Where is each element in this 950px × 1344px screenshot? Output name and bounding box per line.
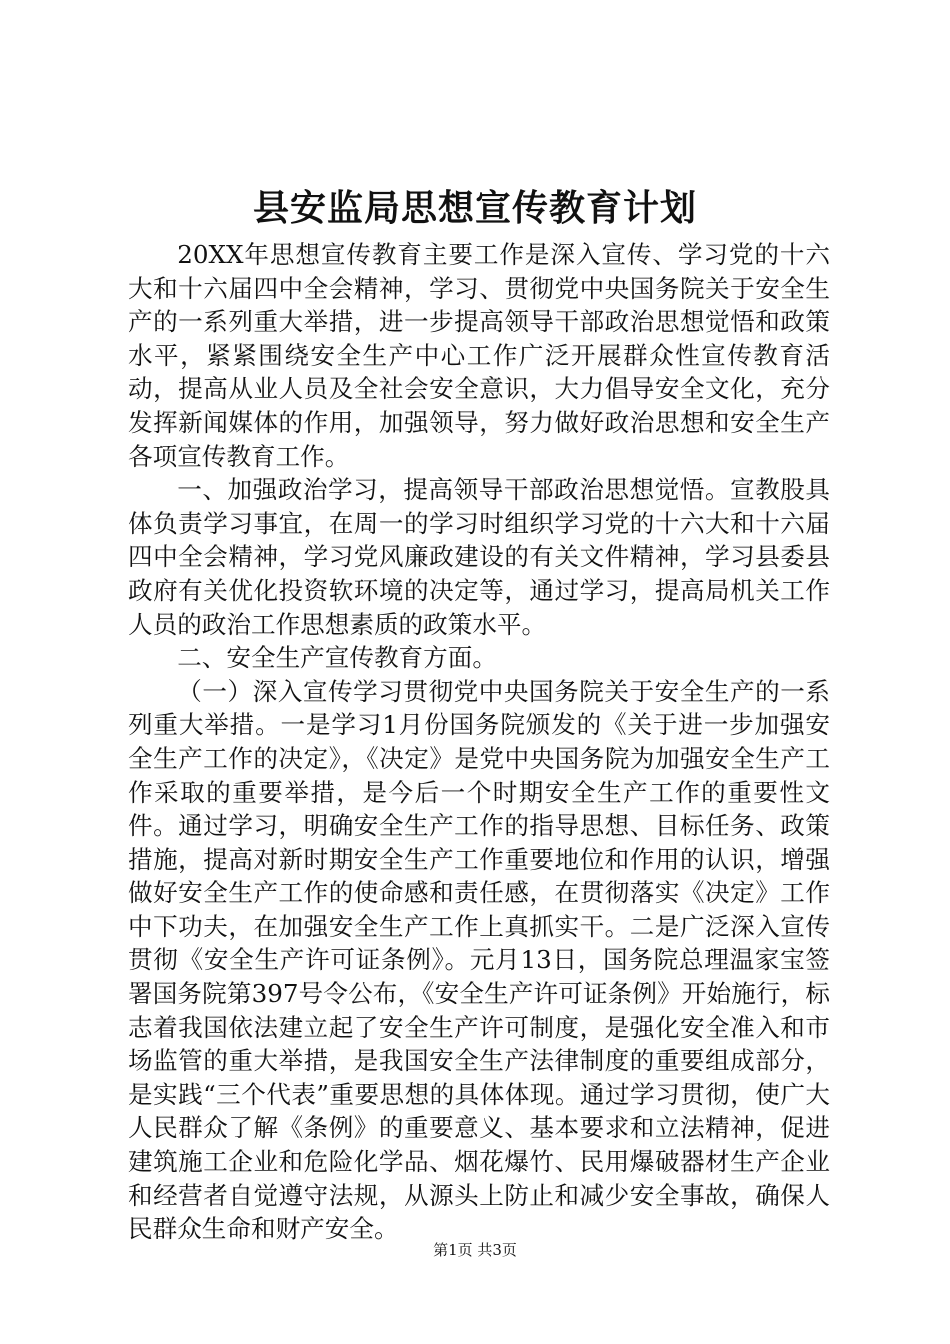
paragraph-section-2-heading: 二、安全生产宣传教育方面。 xyxy=(177,643,497,673)
paragraph-section-1: 一、加强政治学习，提高领导干部政治思想觉悟。宣教股具体负责学习事宜，在周一的学习时组织学习党的十六大和十六届四中全会精神，学习党风廉政建设的有关文件精神，学习县委县政府有关优化投资软环境的决定等，通过学习，提高局机关工作人员的政治工作思想素质的政策水平。 xyxy=(128,475,830,639)
document-body xyxy=(128,238,830,1246)
paragraph-intro: 20XX年思想宣传教育主要工作是深入宣传、学习党的十六大和十六届四中全会精神，学习、贯彻党中央国务院关于安全生产的一系列重大举措，进一步提高领导干部政治思想觉悟和政策水平，紧紧围绕安全生产中心工作广泛开展群众性宣传教育活动，提高从业人员及全社会安全意识，大力倡导安全文化，充分发挥新闻媒体的作用，加强领导，努力做好政治思想和安全生产各项宣传教育工作。 xyxy=(128,240,830,471)
paragraph-section-2-1: （一）深入宣传学习贯彻党中央国务院关于安全生产的一系列重大举措。一是学习1月份国务院颁发的《关于进一步加强安全生产工作的决定》，《决定》是党中央国务院为加强安全生产工作采取的重要举措，是今后一个时期安全生产工作的重要性文件。通过学习，明确安全生产工作的指导思想、目标任务、政策措施，提高对新时期安全生产工作重要地位和作用的认识，增强做好安全生产工作的使命感和责任感，在贯彻落实《决定》工作中下功夫，在加强安全生产工作上真抓实干。二是广泛深入宣传贯彻《安全生产许可证条例》。元月13日，国务院总理温家宝签署国务院第397号令公布，《安全生产许可证条例》开始施行，标志着我国依法建立起了安全生产许可制度，是强化安全准入和市场监管的重大举措，是我国安全生产法律制度的重要组成部分，是实践“三个代表”重要思想的具体体现。通过学习贯彻，使广大人民群众了解《条例》的重要意义、基本要求和立法精神，促进建筑施工企业和危险化学品、烟花爆竹、民用爆破器材生产企业和经营者自觉遵守法规，从源头上防止和减少安全事故，确保人民群众生命和财产安全。 xyxy=(128,676,830,1244)
document-title: 县安监局思想宣传教育计划 xyxy=(252,187,697,229)
page-footer: 第1页 共3页 xyxy=(433,1241,517,1259)
